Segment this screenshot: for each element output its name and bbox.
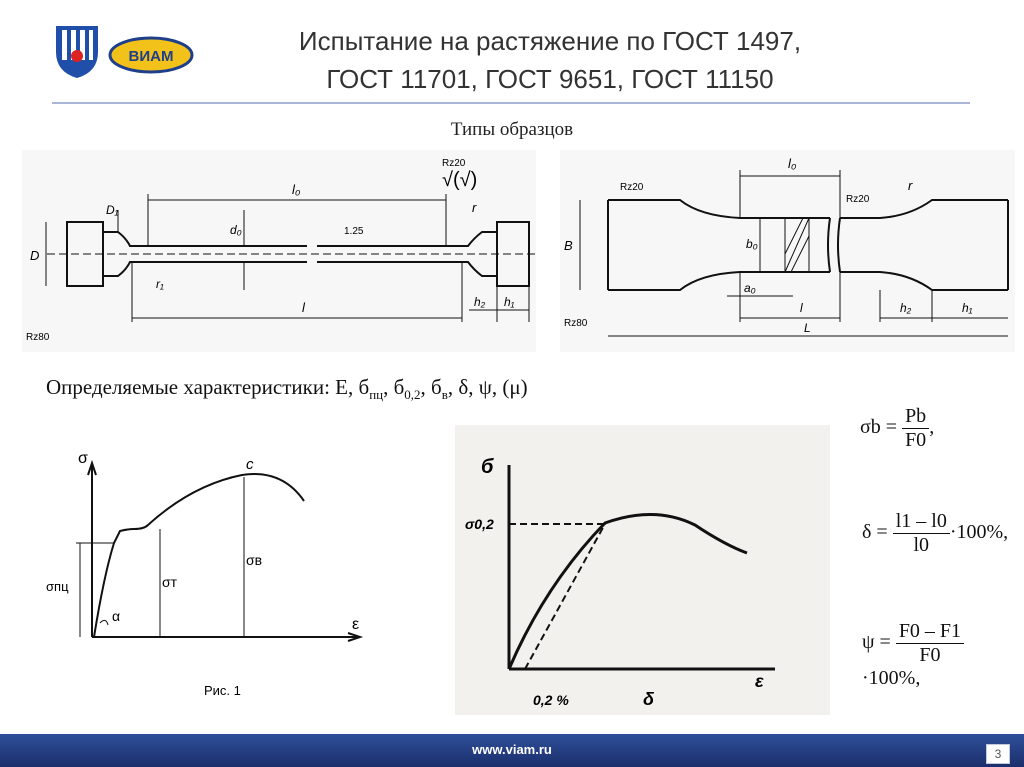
- institute-logo: [52, 22, 102, 80]
- f3-num: F0 – F1: [896, 620, 964, 644]
- title-line-2: ГОСТ 11701, ГОСТ 9651, ГОСТ 11150: [326, 64, 774, 94]
- stress-strain-diagram-1: [42, 425, 412, 715]
- f1-lhs: σb =: [860, 416, 898, 439]
- f1-fraction: [902, 405, 929, 452]
- dim-l: l: [800, 301, 803, 315]
- dim-h2: h₂: [900, 301, 912, 315]
- rz20-label: Rz20: [442, 158, 466, 169]
- g1-sigma-pts: σпц: [46, 579, 69, 594]
- f1-num: Pb: [902, 405, 929, 429]
- stress-strain-diagram-2: [455, 425, 830, 715]
- g1-caption: Рис. 1: [204, 683, 241, 698]
- footer-url[interactable]: www.viam.ru: [472, 742, 552, 757]
- g1-sigma-v: σв: [246, 552, 263, 568]
- f3-fraction: [896, 620, 964, 667]
- dim-d1: D₁: [106, 203, 119, 217]
- formula-reduction-of-area: [862, 620, 1022, 700]
- title-line-1: Испытание на растяжение по ГОСТ 1497,: [298, 26, 802, 56]
- g1-alpha: α: [112, 608, 121, 624]
- surface-symbol: √(√): [442, 169, 478, 191]
- dim-l0: l₀: [292, 182, 301, 197]
- characteristics-line: [46, 375, 528, 403]
- rz80-label: Rz80: [564, 318, 588, 329]
- f3-tail: ·100%,: [862, 667, 921, 689]
- formula-tensile-strength: [860, 405, 1010, 475]
- chars-suffix: , δ, ψ, (μ): [447, 375, 528, 399]
- title-divider: [52, 102, 970, 104]
- dim-h1: h₁: [504, 295, 515, 309]
- chars-sub-02: 0,2: [404, 387, 421, 403]
- chars-mid-2: , б: [420, 375, 442, 399]
- slide-title: [200, 22, 900, 98]
- roughness-label: 1.25: [344, 226, 364, 237]
- page-number: 3: [986, 744, 1010, 764]
- chars-sub-pts: пц: [369, 387, 384, 403]
- chars-prefix: Определяемые характеристики: Е, б: [46, 375, 370, 399]
- g2-y-axis: б: [481, 456, 494, 478]
- f2-den: l0: [913, 534, 930, 556]
- dim-D: D: [30, 248, 40, 263]
- rz20-label-right: Rz20: [846, 194, 870, 205]
- g2-sigma02: σ0,2: [465, 516, 494, 532]
- dim-L: L: [804, 321, 811, 335]
- dim-l0: l₀: [788, 156, 797, 171]
- viam-logo: [108, 36, 194, 74]
- formula-elongation: [862, 510, 1022, 590]
- f2-lhs: δ =: [862, 521, 888, 544]
- g1-point-c: с: [246, 456, 254, 473]
- dim-a0: a₀: [744, 281, 756, 295]
- flat-specimen-drawing: [560, 150, 1015, 352]
- dim-r1: r₁: [156, 277, 164, 291]
- logo-text: ВИАМ: [128, 48, 174, 65]
- dim-d0: d₀: [230, 223, 242, 237]
- dim-h2: h₂: [474, 295, 486, 309]
- dim-l: l: [302, 300, 305, 315]
- g1-sigma-t: σт: [162, 574, 178, 590]
- g2-x-axis: ε: [755, 671, 764, 691]
- section-subtitle: Типы образцов: [450, 119, 574, 140]
- g1-x-axis: ε: [352, 616, 360, 633]
- f3-lhs: ψ =: [862, 631, 891, 654]
- f2-tail: ·100%,: [949, 521, 1009, 544]
- rz80-label: Rz80: [26, 332, 50, 343]
- dim-h1: h₁: [962, 301, 973, 315]
- f3-den: F0: [919, 644, 941, 666]
- g1-y-axis: σ: [78, 450, 88, 467]
- g2-offset: 0,2 %: [533, 692, 569, 708]
- dim-r: r: [908, 178, 913, 193]
- g2-x-axis-delta: δ: [643, 689, 654, 709]
- f2-num: l1 – l0: [893, 510, 950, 534]
- round-specimen-drawing: [22, 150, 536, 352]
- dim-B: B: [564, 238, 573, 253]
- chars-sub-v: в: [441, 387, 448, 403]
- chars-mid-1: , б: [383, 375, 405, 399]
- rz20-label-left: Rz20: [620, 182, 644, 193]
- f1-tail: ,: [929, 416, 935, 439]
- f1-den: F0: [905, 429, 927, 451]
- f2-fraction: [893, 510, 950, 557]
- dim-r: r: [472, 200, 477, 215]
- dim-b0: b₀: [746, 237, 758, 251]
